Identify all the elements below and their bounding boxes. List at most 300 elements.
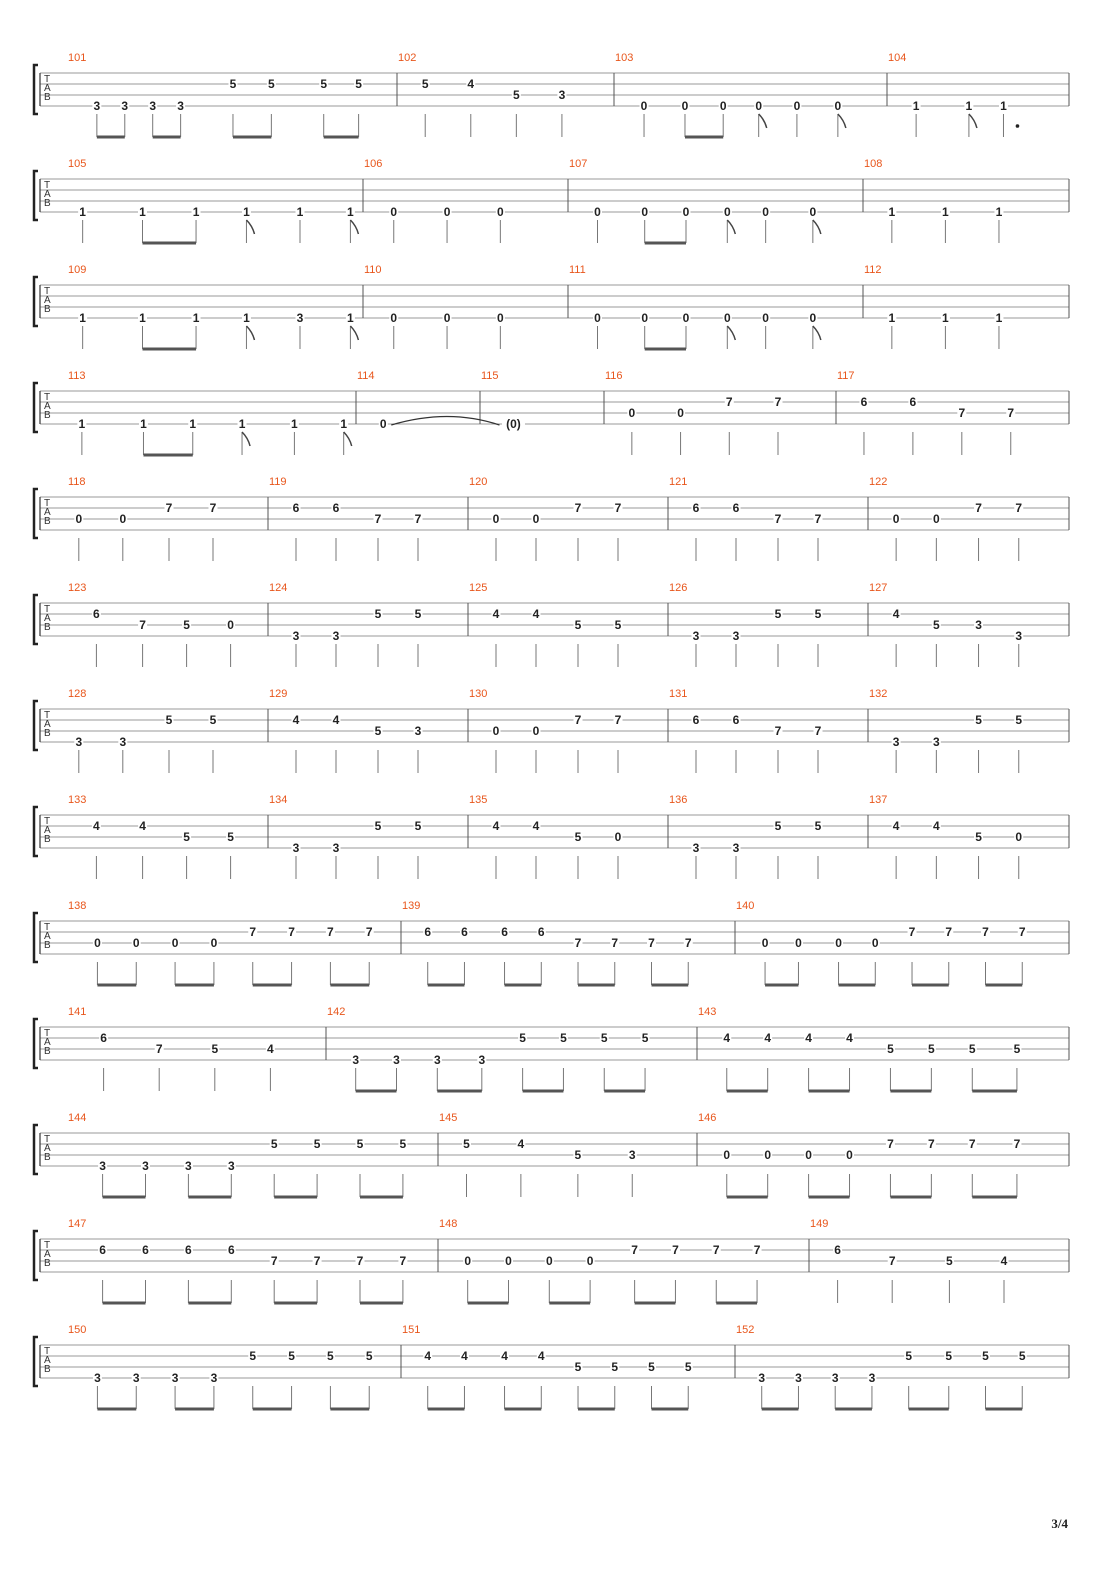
- fret-number: 5: [183, 618, 190, 632]
- measure-number: 126: [669, 582, 688, 594]
- system-bracket: [34, 1231, 38, 1280]
- measure-number: 141: [68, 1006, 87, 1018]
- fret-number: 5: [268, 77, 275, 91]
- fret-number: 6: [860, 395, 868, 409]
- fret-number: 4: [892, 819, 900, 833]
- fret-number: 0: [492, 724, 500, 738]
- fret-number: 7: [165, 501, 173, 515]
- tab-clef-letter: T: [44, 180, 51, 191]
- fret-number: 3: [628, 1148, 636, 1162]
- tab-clef-letter: B: [44, 198, 51, 209]
- measure-number: 132: [869, 688, 888, 700]
- fret-number: 7: [684, 936, 692, 950]
- note-flag: [969, 114, 977, 128]
- fret-number: 5: [513, 88, 520, 102]
- fret-number: 5: [211, 1042, 219, 1056]
- fret-number: 4: [764, 1031, 772, 1045]
- fret-number: 1: [243, 205, 250, 219]
- fret-number: 7: [887, 1137, 894, 1151]
- tab-clef-letter: B: [44, 410, 51, 421]
- fret-number: 1: [192, 311, 200, 325]
- fret-number: 4: [93, 819, 100, 833]
- measure-number: 131: [669, 688, 688, 700]
- fret-number: 7: [414, 512, 422, 526]
- fret-number: 5: [229, 77, 237, 91]
- measure-number: 122: [869, 476, 888, 488]
- fret-number: 7: [313, 1254, 321, 1268]
- fret-number: 5: [982, 1349, 989, 1363]
- fret-number: 5: [600, 1031, 608, 1045]
- fret-number: 1: [942, 311, 949, 325]
- fret-number: 0: [793, 99, 801, 113]
- fret-number: 3: [99, 1159, 106, 1173]
- tab-clef-letter: A: [44, 1249, 51, 1260]
- fret-number: 5: [968, 1042, 976, 1056]
- tab-clef-letter: A: [44, 1037, 51, 1048]
- tab-clef-letter: T: [44, 1028, 51, 1039]
- measure-number: 146: [698, 1112, 717, 1124]
- measure-number: 137: [869, 794, 888, 806]
- fret-number: 5: [946, 1254, 953, 1268]
- tab-clef-letter: B: [44, 92, 51, 103]
- note-flag: [727, 220, 735, 234]
- measure-number: 143: [698, 1006, 717, 1018]
- measure-number: 108: [864, 158, 883, 170]
- fret-number: 1: [78, 417, 86, 431]
- fret-number: 6: [692, 713, 700, 727]
- fret-number: 5: [365, 1349, 373, 1363]
- fret-number: 7: [614, 713, 622, 727]
- measure-number: 136: [669, 794, 688, 806]
- tab-clef-letter: T: [44, 1240, 51, 1251]
- system-bracket: [34, 383, 38, 432]
- fret-number: 5: [574, 830, 582, 844]
- fret-number: 4: [517, 1137, 525, 1151]
- fret-number: 5: [932, 618, 940, 632]
- fret-number: 7: [774, 724, 782, 738]
- fret-number: 7: [209, 501, 217, 515]
- fret-number: 3: [292, 841, 300, 855]
- tab-clef-letter: B: [44, 516, 51, 527]
- fret-number: 0: [586, 1254, 594, 1268]
- fret-number: 3: [142, 1159, 149, 1173]
- fret-number: 7: [774, 395, 782, 409]
- fret-number: 5: [1018, 1349, 1026, 1363]
- fret-number: 3: [692, 841, 700, 855]
- fret-number: 1: [139, 311, 146, 325]
- fret-number: 5: [774, 819, 782, 833]
- fret-number: 3: [296, 311, 304, 325]
- fret-number: 5: [399, 1137, 407, 1151]
- fret-number: 3: [758, 1371, 766, 1385]
- fret-number: 3: [292, 629, 300, 643]
- fret-number: 1: [995, 311, 1003, 325]
- fret-number: 7: [574, 501, 582, 515]
- fret-number: 7: [374, 512, 382, 526]
- tab-clef-letter: T: [44, 286, 51, 297]
- fret-number: 5: [519, 1031, 526, 1045]
- fret-number: 5: [560, 1031, 567, 1045]
- fret-number: 5: [288, 1349, 295, 1363]
- fret-number: 5: [774, 607, 782, 621]
- fret-number: 3: [171, 1371, 179, 1385]
- fret-number: 4: [892, 607, 900, 621]
- fret-number: 7: [356, 1254, 364, 1268]
- fret-number: 0: [594, 205, 601, 219]
- fret-number: 7: [945, 925, 953, 939]
- tab-clef-letter: A: [44, 825, 51, 836]
- measure-number: 104: [888, 52, 907, 64]
- fret-number: 3: [393, 1053, 400, 1067]
- tab-clef-letter: T: [44, 816, 51, 827]
- fret-number: 7: [1018, 925, 1026, 939]
- tab-clef-letter: B: [44, 728, 51, 739]
- fret-number: 1: [140, 417, 147, 431]
- tab-clef-letter: T: [44, 1134, 51, 1145]
- fret-number: 7: [982, 925, 989, 939]
- fret-number: 0: [132, 936, 140, 950]
- fret-number: 7: [908, 925, 916, 939]
- fret-number: 6: [537, 925, 545, 939]
- fret-number: 7: [155, 1042, 163, 1056]
- note-flag: [242, 432, 250, 446]
- fret-number: 5: [975, 713, 982, 727]
- fret-number: 7: [712, 1243, 720, 1257]
- system-bracket: [34, 171, 38, 220]
- fret-number: 3: [414, 724, 422, 738]
- fret-number: 5: [374, 724, 382, 738]
- fret-number: 5: [183, 830, 190, 844]
- fret-number: 4: [461, 1349, 468, 1363]
- tab-clef-letter: A: [44, 931, 51, 942]
- tab-clef-letter: B: [44, 1152, 51, 1163]
- measure-number: 117: [837, 370, 855, 382]
- fret-number: 7: [574, 713, 582, 727]
- fret-number: 3: [177, 99, 184, 113]
- fret-number: 0: [809, 205, 817, 219]
- fret-number: 0: [390, 205, 398, 219]
- fret-number: 1: [340, 417, 348, 431]
- tab-clef-letter: A: [44, 613, 51, 624]
- fret-number: 4: [846, 1031, 853, 1045]
- fret-number: 5: [227, 830, 234, 844]
- fret-number: 7: [1007, 406, 1015, 420]
- fret-number: 0: [614, 830, 622, 844]
- fret-number: 0: [892, 512, 900, 526]
- fret-number: 1: [888, 311, 896, 325]
- fret-number: 0: [1015, 830, 1023, 844]
- fret-number: 6: [732, 713, 740, 727]
- note-flag: [350, 326, 358, 340]
- fret-number: 7: [814, 724, 822, 738]
- measure-number: 116: [605, 370, 623, 382]
- fret-number: 3: [119, 735, 127, 749]
- fret-number: 0: [210, 936, 218, 950]
- system-bracket: [34, 65, 38, 114]
- measure-number: 130: [469, 688, 488, 700]
- fret-number: 7: [888, 1254, 896, 1268]
- fret-number: 0: [682, 311, 690, 325]
- system-bracket: [34, 807, 38, 856]
- fret-number: 0: [628, 406, 636, 420]
- system-bracket: [34, 595, 38, 644]
- fret-number: 4: [537, 1349, 545, 1363]
- fret-number: 3: [185, 1159, 192, 1173]
- measure-number: 147: [68, 1218, 87, 1230]
- system-bracket: [34, 913, 38, 962]
- fret-number: 0: [677, 406, 684, 420]
- tab-clef-letter: T: [44, 710, 51, 721]
- measure-number: 123: [68, 582, 87, 594]
- measure-number: 118: [68, 476, 86, 488]
- note-flag: [246, 220, 254, 234]
- fret-number: 0: [723, 1148, 731, 1162]
- measure-number: 101: [68, 52, 87, 64]
- fret-number: 5: [463, 1137, 470, 1151]
- fret-number: 5: [641, 1031, 649, 1045]
- fret-number: 6: [99, 1243, 106, 1257]
- fret-number: 5: [320, 77, 328, 91]
- tab-clef-letter: A: [44, 189, 51, 200]
- fret-number: 6: [100, 1031, 107, 1045]
- fret-number: 7: [1015, 501, 1023, 515]
- tab-clef-letter: A: [44, 295, 51, 306]
- tab-clef-letter: T: [44, 1346, 51, 1357]
- fret-number: 7: [365, 925, 373, 939]
- fret-number: 0: [545, 1254, 553, 1268]
- fret-number: 7: [1013, 1137, 1021, 1151]
- fret-number: 4: [501, 1349, 508, 1363]
- fret-number: 5: [887, 1042, 894, 1056]
- fret-number: 4: [723, 1031, 731, 1045]
- measure-number: 148: [439, 1218, 458, 1230]
- fret-number: 7: [631, 1243, 638, 1257]
- fret-number: 5: [1015, 713, 1023, 727]
- tab-clef-letter: A: [44, 1355, 51, 1366]
- fret-number: 0: [809, 311, 817, 325]
- tab-clef-letter: B: [44, 622, 51, 633]
- fret-number: 0: [497, 311, 504, 325]
- measure-number: 125: [469, 582, 488, 594]
- fret-number: 6: [461, 925, 468, 939]
- fret-number: (0): [506, 417, 521, 431]
- measure-number: 140: [736, 900, 755, 912]
- fret-number: 3: [332, 841, 340, 855]
- system-bracket: [34, 489, 38, 538]
- fret-number: 3: [149, 99, 157, 113]
- fret-number: 7: [753, 1243, 761, 1257]
- note-flag: [813, 220, 821, 234]
- measure-number: 133: [68, 794, 87, 806]
- tab-clef-letter: T: [44, 74, 51, 85]
- fret-number: 4: [267, 1042, 274, 1056]
- tab-clef-letter: B: [44, 940, 51, 951]
- measure-number: 152: [736, 1324, 755, 1336]
- fret-number: 6: [292, 501, 300, 515]
- fret-number: 5: [165, 713, 173, 727]
- fret-number: 5: [928, 1042, 935, 1056]
- fret-number: 0: [762, 311, 769, 325]
- fret-number: 0: [805, 1148, 812, 1162]
- measure-number: 109: [68, 264, 87, 276]
- measure-number: 112: [864, 264, 882, 276]
- fret-number: 0: [755, 99, 763, 113]
- fret-number: 5: [313, 1137, 321, 1151]
- fret-number: 7: [958, 406, 966, 420]
- tab-clef-letter: B: [44, 834, 51, 845]
- fret-number: 5: [945, 1349, 953, 1363]
- fret-number: 0: [723, 205, 731, 219]
- measure-number: 102: [398, 52, 417, 64]
- fret-number: 5: [1013, 1042, 1021, 1056]
- measure-number: 103: [615, 52, 634, 64]
- fret-number: 3: [210, 1371, 218, 1385]
- fret-number: 5: [414, 819, 422, 833]
- note-flag: [350, 220, 358, 234]
- fret-number: 3: [932, 735, 940, 749]
- page-number: 3/4: [1051, 1516, 1068, 1531]
- fret-number: 4: [532, 819, 540, 833]
- fret-number: 1: [912, 99, 920, 113]
- fret-number: 0: [492, 512, 500, 526]
- tab-clef-letter: T: [44, 392, 51, 403]
- measure-number: 121: [669, 476, 688, 488]
- fret-number: 5: [905, 1349, 913, 1363]
- fret-number: 1: [189, 417, 197, 431]
- fret-number: 5: [356, 1137, 364, 1151]
- measure-number: 113: [68, 370, 86, 382]
- measure-number: 151: [402, 1324, 421, 1336]
- fret-number: 1: [238, 417, 246, 431]
- fret-number: 0: [641, 311, 649, 325]
- fret-number: 0: [834, 99, 842, 113]
- fret-number: 7: [249, 925, 257, 939]
- tab-clef-letter: T: [44, 922, 51, 933]
- fret-number: 6: [227, 1243, 235, 1257]
- fret-number: 0: [443, 311, 451, 325]
- fret-number: 1: [79, 205, 86, 219]
- fret-number: 5: [574, 1360, 582, 1374]
- tab-clef-letter: B: [44, 304, 51, 315]
- measure-number: 120: [469, 476, 488, 488]
- fret-number: 3: [1015, 629, 1023, 643]
- fret-number: 0: [464, 1254, 472, 1268]
- fret-number: 0: [119, 512, 127, 526]
- fret-number: 3: [478, 1053, 486, 1067]
- fret-number: 7: [725, 395, 733, 409]
- fret-number: 5: [249, 1349, 257, 1363]
- fret-number: 0: [594, 311, 601, 325]
- fret-number: 1: [79, 311, 86, 325]
- fret-number: 7: [648, 936, 655, 950]
- fret-number: 5: [374, 607, 382, 621]
- tab-clef-letter: A: [44, 83, 51, 94]
- fret-number: 0: [761, 936, 769, 950]
- fret-number: 5: [611, 1360, 619, 1374]
- fret-number: 4: [139, 819, 146, 833]
- fret-number: 0: [871, 936, 879, 950]
- fret-number: 7: [614, 501, 622, 515]
- measure-number: 129: [269, 688, 288, 700]
- fret-number: 5: [814, 819, 822, 833]
- fret-number: 0: [532, 724, 540, 738]
- fret-number: 0: [764, 1148, 772, 1162]
- measure-number: 106: [364, 158, 383, 170]
- fret-number: 7: [975, 501, 982, 515]
- fret-number: 1: [192, 205, 200, 219]
- fret-number: 6: [692, 501, 700, 515]
- fret-number: 7: [814, 512, 822, 526]
- fret-number: 0: [75, 512, 83, 526]
- fret-number: 6: [185, 1243, 192, 1257]
- fret-number: 3: [558, 88, 566, 102]
- fret-number: 6: [501, 925, 508, 939]
- system-bracket: [34, 1019, 38, 1068]
- fret-number: 0: [723, 311, 731, 325]
- fret-number: 6: [142, 1243, 149, 1257]
- fret-number: 7: [139, 618, 146, 632]
- note-dot: [1016, 124, 1020, 128]
- fret-number: 6: [332, 501, 340, 515]
- fret-number: 7: [288, 925, 295, 939]
- tab-clef-letter: T: [44, 604, 51, 615]
- fret-number: 5: [270, 1137, 278, 1151]
- fret-number: 5: [374, 819, 382, 833]
- fret-number: 1: [965, 99, 973, 113]
- fret-number: 3: [75, 735, 83, 749]
- fret-number: 3: [132, 1371, 140, 1385]
- measure-number: 119: [269, 476, 287, 488]
- measure-number: 150: [68, 1324, 87, 1336]
- fret-number: 0: [719, 99, 727, 113]
- system-bracket: [34, 701, 38, 750]
- tab-clef-letter: B: [44, 1364, 51, 1375]
- tab-clef-letter: A: [44, 401, 51, 412]
- fret-number: 0: [835, 936, 842, 950]
- fret-number: 3: [352, 1053, 360, 1067]
- fret-number: 3: [332, 629, 340, 643]
- fret-number: 0: [227, 618, 234, 632]
- fret-number: 4: [932, 819, 940, 833]
- fret-number: 3: [892, 735, 900, 749]
- fret-number: 1: [243, 311, 250, 325]
- fret-number: 5: [209, 713, 217, 727]
- measure-number: 138: [68, 900, 87, 912]
- fret-number: 1: [347, 205, 354, 219]
- system-bracket: [34, 277, 38, 326]
- measure-number: 149: [810, 1218, 829, 1230]
- note-flag: [246, 326, 254, 340]
- fret-number: 3: [94, 1371, 101, 1385]
- tab-clef-letter: B: [44, 1046, 51, 1057]
- tab-clef-letter: T: [44, 498, 51, 509]
- fret-number: 3: [93, 99, 101, 113]
- fret-number: 0: [171, 936, 179, 950]
- fret-number: 4: [492, 819, 500, 833]
- fret-number: 5: [975, 830, 982, 844]
- fret-number: 0: [532, 512, 540, 526]
- fret-number: 1: [291, 417, 298, 431]
- note-flag: [759, 114, 767, 128]
- fret-number: 5: [355, 77, 362, 91]
- fret-number: 1: [1000, 99, 1007, 113]
- tab-clef-letter: B: [44, 1258, 51, 1269]
- measure-number: 134: [269, 794, 288, 806]
- fret-number: 4: [805, 1031, 812, 1045]
- measure-number: 111: [569, 264, 586, 276]
- fret-number: 7: [574, 936, 582, 950]
- system-bracket: [34, 1125, 38, 1174]
